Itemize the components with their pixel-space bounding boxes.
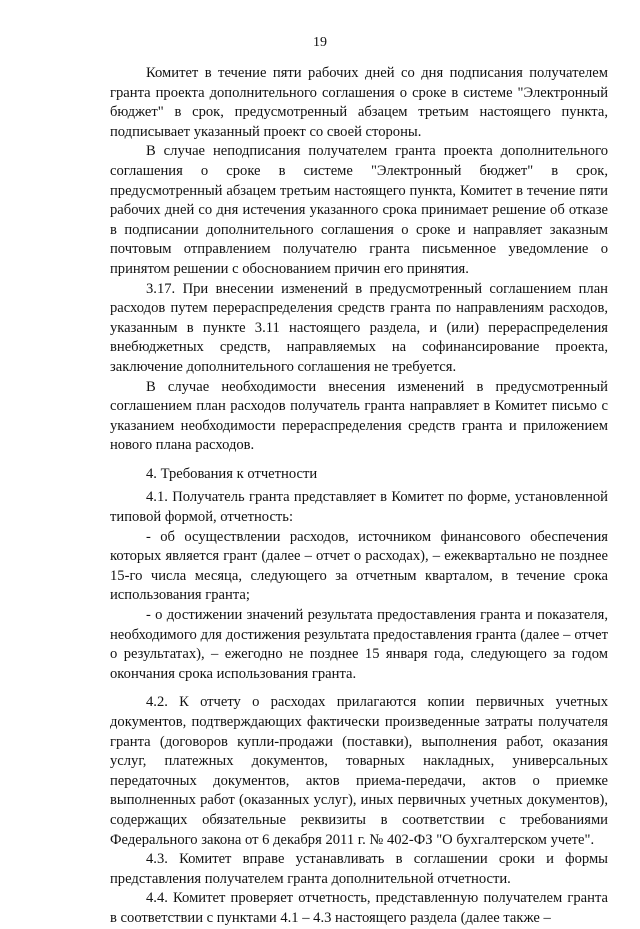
paragraph-4-2: 4.2. К отчету о расходах прилагаются копии первичных учетных документов, подтверждающих фактически произведенные затраты получателя гранта (договоров купли-продажи (поставки), выполнения работ, оказания услуг, платежных документов, товарных накладных, универсальных передаточных документов, актов приема-передачи, актов о приемке выполненных работ (оказанных услуг), иных первичных учетных документов), содержащих обязательные реквизиты в соответствии с требованиями Федерального закона от 6 декабря 2011 г. № 402-ФЗ "О бухгалтерском учете". [110, 694, 608, 848]
paragraph-4-1: 4.1. Получатель гранта представляет в Комитет по форме, установленной типовой формой, отчетность: [110, 489, 608, 526]
list-item-results-report: - о достижении значений результата предоставления гранта и показателя, необходимого для достижения результата предоставления гранта (далее – отчет о результатах), – ежегодно не позднее 15 января года, следующего за годом окончания срока использования гранта. [110, 607, 608, 682]
section-heading-reporting: 4. Требования к отчетности [146, 465, 318, 482]
paragraph-changes-letter: В случае необходимости внесения изменений в предусмотренный соглашением план расходов получатель гранта направляет в Комитет письмо с указанием необходимости перераспределения средств гранта и приложением нового плана расходов. [110, 378, 608, 454]
page-number: 19 [313, 35, 327, 50]
paragraph-non-signing: В случае неподписания получателем гранта проекта дополнительного соглашения о сроке в системе "Электронный бюджет" в срок, предусмотренный абзацем третьим настоящего пункта, Комитет в течение пяти рабочих дней со дня истечения указанного срока принимает решение об отказе в подписании дополнительного соглашения о сроке и направляет заказным почтовым отправлением получателю гранта письменное уведомление о принятом решении с обоснованием причин его принятия. [110, 143, 608, 277]
paragraph-4-4: 4.4. Комитет проверяет отчетность, представленную получателем гранта в соответствии с пунктами 4.1 – 4.3 настоящего раздела (далее также – [110, 890, 608, 926]
paragraph-3-17: 3.17. При внесении изменений в предусмотренный соглашением план расходов путем перераспределения средств гранта по направлениям расходов, указанным в пункте 3.11 настоящего раздела, и (или) перераспределения внебюджетных средств, направляемых на софинансирование проекта, заключение дополнительного соглашения не требуется. [110, 280, 608, 375]
paragraph-4-3: 4.3. Комитет вправе устанавливать в соглашении сроки и формы представления получателем гранта дополнительной отчетности. [110, 851, 608, 887]
list-item-expense-report: - об осуществлении расходов, источником финансового обеспечения которых является грант (далее – отчет о расходах), – ежеквартально не позднее 15-го числа месяца, следующего за отчетным кварталом, в течение срока использования гранта; [110, 528, 608, 604]
document-body [110, 64, 608, 929]
paragraph-committee-signs: Комитет в течение пяти рабочих дней со дня подписания получателем гранта проекта дополнительного соглашения о сроке в системе "Электронный бюджет" в срок, предусмотренный абзацем третьим настоящего пункта, подписывает указанный проект со своей стороны. [110, 65, 608, 140]
